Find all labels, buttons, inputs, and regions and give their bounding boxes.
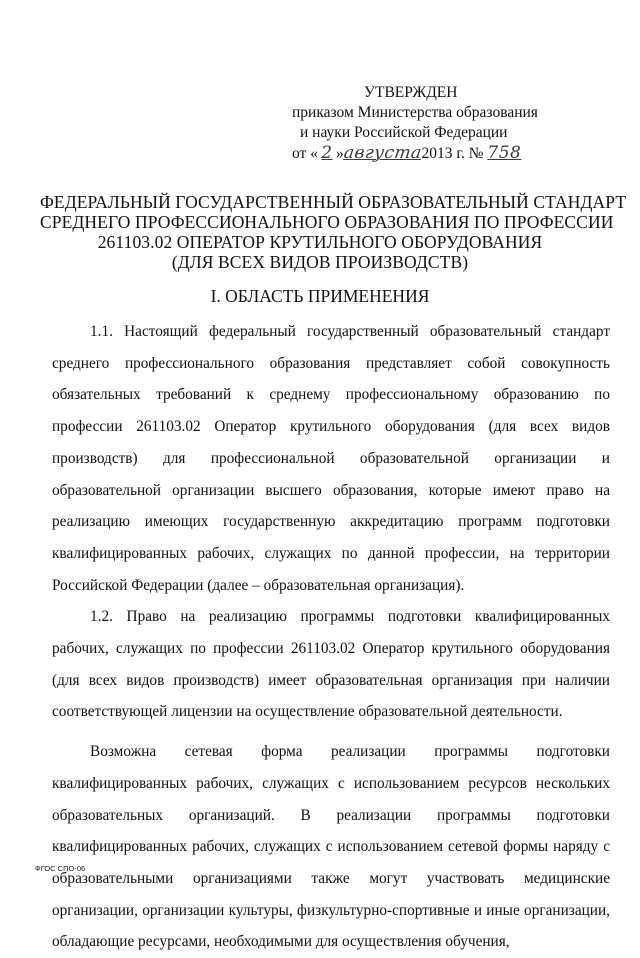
date-separator: » [335,145,344,162]
approval-date-line [282,143,612,164]
body-text [52,316,610,958]
approval-title: УТВЕРЖДЕН [364,84,458,101]
handwritten-day: 2 [321,143,333,163]
date-year: 2013 г. № [421,145,484,162]
paragraph-1-1: 1.1. Настоящий федеральный государственный образовательный стандарт среднего профессионального образования представляет собой совокупность обязательных требований к среднему профессиональному образованию по профессии 261103.02 Оператор крутильного оборудования (для всех видов производств) для профессиональной образовательной организации и образовательной организации высшего образования, которые имеют право на реализацию имеющих государственную аккредитацию программ подготовки квалифицированных рабочих, служащих по данной профессии, на территории Российской Федерации (далее – образовательная организация). [52,323,610,594]
title-line: (ДЛЯ ВСЕХ ВИДОВ ПРОИЗВОДСТВ) [171,252,469,272]
document-title [40,192,627,272]
section-heading: I. ОБЛАСТЬ ПРИМЕНЕНИЯ [210,286,430,306]
paragraph-1-2: 1.2. Право на реализацию программы подготовки квалифицированных рабочих, служащих по профессии 261103.02 Оператор крутильного оборудования (для всех видов производств) имеет образовательная организация при наличии соответствующей лицензии на осуществление образовательной деятельности. [52,608,610,721]
title-line: ФЕДЕРАЛЬНЫЙ ГОСУДАРСТВЕННЫЙ ОБРАЗОВАТЕЛЬНЫЙ СТАНДАРТ [40,192,627,212]
handwritten-order-number: 758 [487,143,522,163]
page-footer-code: ФГОС СПО-06 [35,864,86,873]
title-line: 261103.02 ОПЕРАТОР КРУТИЛЬНОГО ОБОРУДОВАНИЯ [97,232,543,252]
paragraph-network-form: Возможна сетевая форма реализации программы подготовки квалифицированных рабочих, служащих с использованием ресурсов нескольких образовательных организаций. В реализации программы подготовки квалифицированных рабочих, служащих с использованием сетевой формы наряду с образовательными организациями также могут участвовать медицинские организации, организации культуры, физкультурно-спортивные и иные организации, обладающие ресурсами, необходимыми для осуществления обучения, [52,743,610,951]
approval-ministry-line: приказом Министерства образования [292,104,538,121]
date-prefix: от « [292,145,318,162]
title-line: СРЕДНЕГО ПРОФЕССИОНАЛЬНОГО ОБРАЗОВАНИЯ ПО ПРОФЕССИИ [40,212,614,232]
approval-ministry-line-2: и науки Российской Федерации [300,124,508,141]
approval-stamp [282,83,612,164]
handwritten-month: августа [342,143,423,163]
